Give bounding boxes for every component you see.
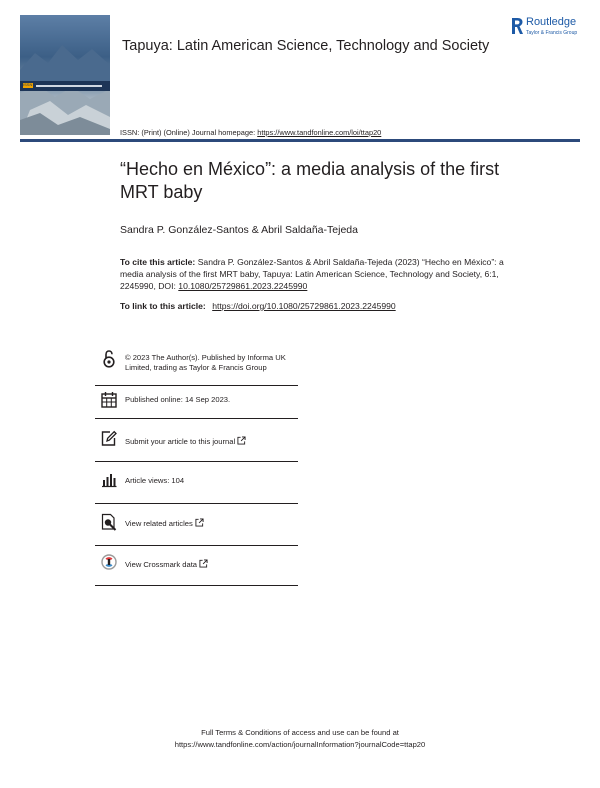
related-search-icon xyxy=(101,513,117,531)
footer xyxy=(100,727,500,751)
submit-article-row[interactable] xyxy=(95,428,298,454)
publisher-logo-name: Routledge xyxy=(526,16,577,28)
publisher-logo-tagline: Taylor & Francis Group xyxy=(526,30,578,36)
related-articles-link[interactable] xyxy=(125,518,300,529)
crossmark-label: View Crossmark data xyxy=(125,560,198,569)
divider xyxy=(95,545,298,546)
footer-journal-info-link[interactable]: https://www.tandfonline.com/action/journalInformation?journalCode=ttap20 xyxy=(174,740,426,749)
divider xyxy=(95,585,298,586)
cite-label: To cite this article: xyxy=(120,257,196,267)
related-articles-row[interactable] xyxy=(95,512,298,538)
bar-chart-icon xyxy=(101,471,117,489)
crossmark-icon xyxy=(101,553,117,571)
citation-block xyxy=(120,256,515,292)
article-views-row xyxy=(95,470,298,494)
article-doi-link[interactable]: https://doi.org/10.1080/25729861.2023.2245990 xyxy=(212,301,396,311)
journal-title: Tapuya: Latin American Science, Technology and Society xyxy=(122,38,490,54)
external-link-icon xyxy=(199,559,208,568)
external-link-icon xyxy=(237,436,246,445)
edit-icon xyxy=(101,429,117,447)
routledge-logo-icon xyxy=(511,17,523,35)
link-label: To link to this article: xyxy=(120,301,206,311)
divider xyxy=(95,385,298,386)
license-text: © 2023 The Author(s). Published by Informa UK Limited, trading as Taylor & Francis Group xyxy=(125,353,286,372)
divider xyxy=(95,418,298,419)
related-articles-label: View related articles xyxy=(125,519,193,528)
issn-prefix: ISSN: (Print) (Online) Journal homepage: xyxy=(120,128,256,137)
license-row xyxy=(95,350,298,384)
article-views-text: Article views: 104 xyxy=(125,476,185,485)
issn-line xyxy=(120,128,381,137)
submit-article-link[interactable] xyxy=(125,436,300,447)
external-link-icon xyxy=(195,518,204,527)
published-text: Published online: 14 Sep 2023. xyxy=(125,395,231,404)
article-authors: Sandra P. González-Santos & Abril Saldaña-Tejeda xyxy=(120,224,358,236)
article-title: “Hecho en México”: a media analysis of the first MRT baby xyxy=(120,159,500,202)
calendar-icon xyxy=(101,391,117,409)
mountain-graphic xyxy=(20,15,110,135)
divider xyxy=(95,503,298,504)
journal-homepage-link[interactable]: https://www.tandfonline.com/loi/ttap20 xyxy=(257,128,382,137)
submit-article-label: Submit your article to this journal xyxy=(125,437,236,446)
crossmark-link[interactable] xyxy=(125,559,300,570)
cite-doi-link[interactable]: 10.1080/25729861.2023.2245990 xyxy=(178,281,308,291)
journal-cover-image xyxy=(20,15,110,135)
footer-terms-text: Full Terms & Conditions of access and use can be found at xyxy=(201,728,399,737)
crossmark-row[interactable] xyxy=(95,553,298,579)
divider xyxy=(95,461,298,462)
header-rule xyxy=(20,139,580,142)
cover-band-label: ISSN xyxy=(23,82,33,87)
cover-band-text xyxy=(36,85,102,87)
published-row xyxy=(95,390,298,414)
cite-text: Sandra P. González-Santos & Abril Saldaña-Tejeda (2023) “Hecho en México”: a media analysis of the first MRT baby, Tapuya: Latin American Science, Technology and Society, 6:1, 2245990, DOI: xyxy=(120,257,504,291)
open-access-icon xyxy=(101,350,117,368)
link-to-article xyxy=(120,301,396,311)
